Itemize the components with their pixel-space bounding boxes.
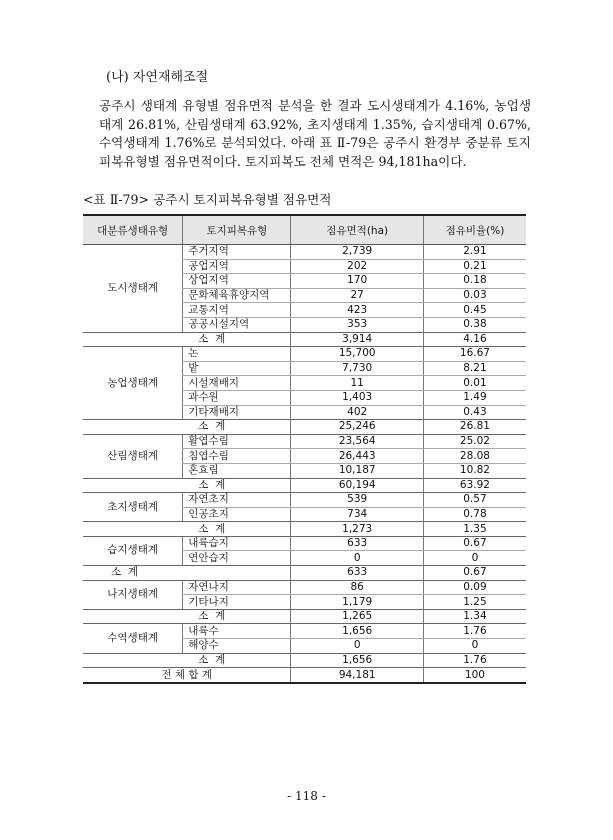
table-caption: <표 Ⅱ-79> 공주시 토지피복유형별 점유면적 — [83, 192, 332, 207]
category-cell: 초지생태계 — [83, 493, 183, 522]
subtotal-label: 소 계 — [83, 478, 291, 493]
subtotal-ratio: 0.67 — [423, 566, 526, 581]
subtotal-row — [83, 420, 526, 435]
area-cell: 2,739 — [291, 245, 423, 260]
ratio-cell: 0.03 — [423, 288, 526, 303]
subtotal-label: 소 계 — [83, 609, 291, 624]
ratio-cell: 1.25 — [423, 595, 526, 610]
category-cell: 농업생태계 — [83, 347, 183, 420]
area-cell: 1,656 — [291, 624, 423, 639]
area-cell: 1,179 — [291, 595, 423, 610]
area-cell: 15,700 — [291, 347, 423, 362]
land-cover-type-cell: 상업지역 — [183, 274, 291, 289]
body-paragraph: 공주시 생태계 유형별 점유면적 분석을 한 결과 도시생태계가 4.16%, 농업생태계 26.81%, 산림생태계 63.92%, 초지생태계 1.35%, 습지생태계 0.67%, 수역생태계 1.76%로 분석되었다. 아래 표 Ⅱ-79은 공주시 환경부 중분류 토지피복유형별 점유면적이다. 토지피복도 전체 면적은 94,181ha이다. — [99, 98, 531, 169]
total-ratio: 100 — [423, 668, 526, 683]
subtotal-area: 633 — [291, 566, 423, 581]
table-row — [83, 434, 526, 449]
total-area: 94,181 — [291, 668, 423, 683]
land-cover-type-cell: 논 — [183, 347, 291, 362]
subtotal-area: 1,656 — [291, 653, 423, 668]
land-cover-type-cell: 내륙습지 — [183, 536, 291, 551]
subtotal-label: 소 계 — [83, 332, 291, 347]
subtotal-ratio: 26.81 — [423, 420, 526, 435]
land-cover-type-cell: 내륙수 — [183, 624, 291, 639]
ratio-cell: 16.67 — [423, 347, 526, 362]
area-cell: 539 — [291, 493, 423, 508]
subtotal-ratio: 1.34 — [423, 609, 526, 624]
category-cell: 나지생태계 — [83, 580, 183, 609]
subtotal-ratio: 4.16 — [423, 332, 526, 347]
land-cover-type-cell: 공공시설지역 — [183, 317, 291, 332]
header-category: 대분류생태유형 — [83, 215, 183, 245]
ratio-cell: 0.38 — [423, 317, 526, 332]
land-cover-type-cell: 교통지역 — [183, 303, 291, 318]
ratio-cell: 1.49 — [423, 390, 526, 405]
table-row — [83, 347, 526, 362]
area-cell: 11 — [291, 376, 423, 391]
area-cell: 402 — [291, 405, 423, 420]
land-cover-table — [83, 214, 526, 684]
subtotal-ratio: 1.76 — [423, 653, 526, 668]
subtotal-area: 3,914 — [291, 332, 423, 347]
category-cell: 습지생태계 — [83, 536, 183, 565]
subtotal-label: 소 계 — [83, 420, 291, 435]
table-row — [83, 245, 526, 260]
table-body — [83, 245, 526, 683]
area-cell: 202 — [291, 259, 423, 274]
section-heading: (나) 자연재해조절 — [106, 70, 209, 85]
subtotal-row — [83, 332, 526, 347]
ratio-cell: 8.21 — [423, 361, 526, 376]
land-cover-type-cell: 문화체육휴양지역 — [183, 288, 291, 303]
table-header-row — [83, 215, 526, 245]
total-label: 전 체 합 계 — [161, 668, 213, 681]
subtotal-area: 1,273 — [291, 522, 423, 537]
land-cover-type-cell: 밭 — [183, 361, 291, 376]
land-cover-type-cell: 기타재배지 — [183, 405, 291, 420]
subtotal-area: 1,265 — [291, 609, 423, 624]
subtotal-ratio: 1.35 — [423, 522, 526, 537]
area-cell: 353 — [291, 317, 423, 332]
table-row — [83, 536, 526, 551]
ratio-cell: 0.18 — [423, 274, 526, 289]
land-cover-type-cell: 시설재배지 — [183, 376, 291, 391]
land-cover-type-cell: 공업지역 — [183, 259, 291, 274]
subtotal-ratio: 63.92 — [423, 478, 526, 493]
land-cover-type-cell: 과수원 — [183, 390, 291, 405]
subtotal-row — [83, 609, 526, 624]
land-cover-type-cell: 자연나지 — [183, 580, 291, 595]
subtotal-row — [83, 653, 526, 668]
subtotal-row — [83, 566, 526, 581]
ratio-cell: 0.01 — [423, 376, 526, 391]
ratio-cell: 25.02 — [423, 434, 526, 449]
land-cover-type-cell: 활엽수림 — [183, 434, 291, 449]
area-cell: 0 — [291, 551, 423, 566]
ratio-cell: 0.45 — [423, 303, 526, 318]
land-cover-type-cell: 침엽수림 — [183, 449, 291, 464]
ratio-cell: 0.78 — [423, 507, 526, 522]
page-number: - 118 - — [287, 789, 326, 803]
area-cell: 1,403 — [291, 390, 423, 405]
ratio-cell: 0.09 — [423, 580, 526, 595]
ratio-cell: 0 — [423, 551, 526, 566]
ratio-cell: 0.67 — [423, 536, 526, 551]
subtotal-label: 소 계 — [83, 653, 291, 668]
header-area: 점유면적(ha) — [291, 215, 423, 245]
land-cover-type-cell: 해양수 — [183, 639, 291, 654]
land-cover-type-cell: 인공초지 — [183, 507, 291, 522]
land-cover-type-cell: 연안습지 — [183, 551, 291, 566]
ratio-cell: 0.43 — [423, 405, 526, 420]
area-cell: 633 — [291, 536, 423, 551]
area-cell: 423 — [291, 303, 423, 318]
subtotal-label: 소 계 — [83, 522, 291, 537]
area-cell: 26,443 — [291, 449, 423, 464]
ratio-cell: 10.82 — [423, 463, 526, 478]
area-cell: 170 — [291, 274, 423, 289]
land-cover-type-cell: 혼효림 — [183, 463, 291, 478]
area-cell: 10,187 — [291, 463, 423, 478]
total-row — [83, 668, 526, 683]
land-cover-type-cell: 자연초지 — [183, 493, 291, 508]
ratio-cell: 0.57 — [423, 493, 526, 508]
subtotal-area: 60,194 — [291, 478, 423, 493]
ratio-cell: 0.21 — [423, 259, 526, 274]
ratio-cell: 28.08 — [423, 449, 526, 464]
area-cell: 86 — [291, 580, 423, 595]
subtotal-area: 25,246 — [291, 420, 423, 435]
area-cell: 734 — [291, 507, 423, 522]
ratio-cell: 2.91 — [423, 245, 526, 260]
category-cell: 도시생태계 — [107, 281, 158, 294]
area-cell: 7,730 — [291, 361, 423, 376]
category-cell: 산림생태계 — [83, 434, 183, 478]
land-cover-type-cell: 주거지역 — [183, 245, 291, 260]
ratio-cell: 0 — [423, 639, 526, 654]
header-ratio: 점유비율(%) — [423, 215, 526, 245]
header-land-cover-type: 토지피복유형 — [183, 215, 291, 245]
subtotal-row — [83, 478, 526, 493]
area-cell: 27 — [291, 288, 423, 303]
ratio-cell: 1.76 — [423, 624, 526, 639]
table-row — [83, 624, 526, 639]
category-cell: 수역생태계 — [83, 624, 183, 653]
land-cover-type-cell: 기타나지 — [183, 595, 291, 610]
subtotal-row — [83, 522, 526, 537]
table-row — [83, 580, 526, 595]
area-cell: 23,564 — [291, 434, 423, 449]
area-cell: 0 — [291, 639, 423, 654]
subtotal-label: 소 계 — [83, 566, 291, 581]
table-row — [83, 493, 526, 508]
